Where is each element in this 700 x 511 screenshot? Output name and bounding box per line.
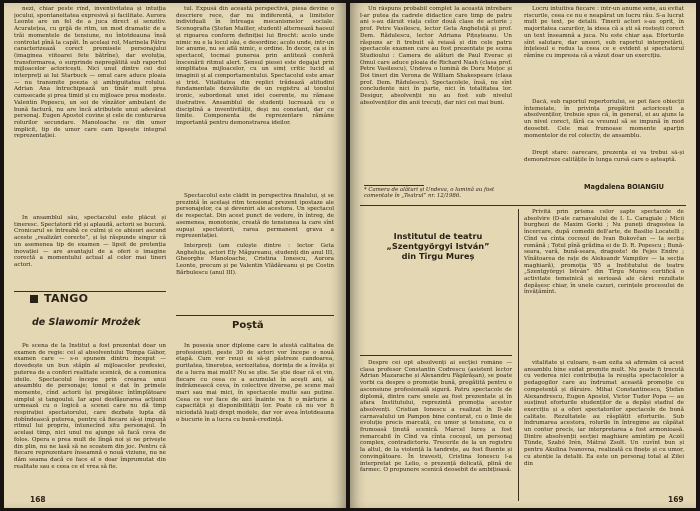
left-page — [4, 3, 346, 508]
column-rule — [518, 209, 519, 501]
heading-line-2: „Szentgyörgyi István” — [386, 241, 490, 251]
right-col2-top-text — [524, 6, 684, 98]
right-col2-bottom-text — [524, 360, 684, 488]
author-signature: Magdalena BOIANGIU — [584, 183, 664, 191]
left-col2-cast-text — [176, 243, 334, 313]
heading-line-3: din Tîrgu Mureș — [401, 251, 475, 261]
title-text: TANGO — [44, 292, 89, 305]
section-divider — [360, 205, 686, 206]
paragraph: Privită prin prisma celor șapte spectacole de absolvire (D-ale carnavalului de I. L. Caragiale ; Micii burghezi de Maxim Gorki ; Nu puneți dragostea la încercare, după comedii dell'arte, de Basilio Locatelli ; Cînd va cînta cocoșul de Ivan Bukovčan — la secția română ; Totul pînă grădina ei de D. R. Popescu ; Bună-seara, vară, bună-seara, dragoste! de Fejes Endre ; Vînătoarea de rațe de Aleksandr Vampilov — la secția maghiară), promoția '85 a Institutului de teatru „Szentgyörgyi István” din Tîrgu Mureș certifică o activitate temeinică și serioasă ale cărei rezultate depășesc chiar, în unele cazuri, cerințele procesului de învățămînt. — [524, 209, 684, 296]
left-col2-top-text — [176, 6, 334, 191]
page-number: 168 — [30, 495, 46, 504]
paragraph: Dacă, sub raportul repertoriului, se pot face obiecții întemeiate, în privința pregătirii actoricești a absolvenților, trebuie spus că, în general, ei au ajuns la un nivel corect, fără ca vreunul să se impună în mod deosebit. Cele mai frumoase momente aparțin momentelor de rol colectiv, de ansamblu. — [524, 99, 684, 139]
right-col1-top-text — [360, 6, 512, 184]
divider — [360, 355, 512, 356]
footnote-divider — [364, 185, 424, 186]
left-col1-mid-text — [14, 215, 166, 287]
right-page — [350, 3, 696, 508]
article-author: de Slawomir Mrożek — [32, 317, 141, 328]
paragraph: În ansamblul său, spectacolul este plăcut și tineresc. Spectatorii rîd și aplaudă, actorii se bucură. Cronicarul se întreabă ce culmi și ce abisuri ascund aceste „realizări corecte”, și își răspunde singur că un asemenea tip de examen — lipsit de pretenția inovației — are avantajul de a oferi o imagine corectă a momentului actual al celor mai tineri actori. — [14, 215, 166, 268]
heading-line-1: Institutul de teatru — [393, 231, 483, 241]
paragraph: vitalitate și culoare, n-am ezita să afirmăm că acest ansamblu bine sudat promite mult. Nu poate fi trecută cu vederea nici contribuția la reușita spectacolelor a pedagogilor care au îndrumat această promoție cu competență și dăruire. Mihai Constantinescu, Ștefan Alexandrescu, Eugen Apostol, Victor Tudor Popa — au susținut eforturile studenților de a depăși stadiul de exercițiu și a oferi spectatorilor spectacole de bună calitate. Rezultatele au răsplătit eforturile. Sub îndrumarea acestora, rolurile în întregime au căpătat un contur precis, iar interpretarea a fost armonioasă. Dintre absolvenții secției maghiare amintim pe Aczél Tünde, Szabó Irén, Mátrai Zsolt. Un cuvînt bun și pentru Akulina Ivanovna, realizată cu finețe și cu umor, cu atenție la detalii. Ea este un personaj total al Zilei din — [524, 360, 684, 467]
square-bullet-icon — [30, 295, 38, 303]
paragraph: Spectacolul este clădit în perspectiva finalului, și se prezintă în același ritm tensional prezent ipostaze ale personajelor, ca și deveniri ale acestora. Un spectacol de respectat. Din acest punct de vedere, în întreg, de asemenea, monotonie, creată de tensiunea la care sînt supuși spectatorii, rarea permanent grava a reprezentației. — [176, 193, 334, 240]
right-col2-end-text — [524, 150, 684, 180]
paragraph: nezi, chiar peste rînd, inventivitatea și intuiția jocului, spontaneitatea expresivă și facilitate. Aurora Leonte are un fel de a juca direct și senzitiv. Acuratețea, cu grijă de ritm, un mod dramatic de a trăi momentele de tensiune, nu întotdeauna însă controlat pînă la capăt. În același rol, Marinela Pătru caracterizează corect premisele personajului (imaginea viitoarei fete bătrîne), dar evoluția, transformarea, o surprinde nepregătită sub raportul mijloacelor actoricești. Nici unul dintre cei doi interpreți ai lui Starbuck — omul care aduce ploaia — nu transmite poezia și ambiguitatea rolului. Adrian Ana întruchipează un tînăr mult prea cumsecade și prea timid și cu mijloace prea modeste. Valentin Popescu, un soi de vînzător ambulant de bună factură, nu are încă atributele unui adevărat personaj. Eugen Apostol cuvine și cele de conturarea rolurilor secundare. Manoloache ce din umor implicit, tip de umor care cam lipsește integral reprezentației. — [14, 6, 166, 140]
paragraph: tul. Expusă din această perspectivă, piesa devine o descriere rece, dar nu indiferentă, a limitelor individuali în întreaga mecanismelor sociale. Scenografia (Ștefan Mailler, student) alternează haosul și rigoarea conform definiției lui Brecht: acolo unde nimic nu e la locul său, e desordine; acolo unde, intr-un loc anume, nu se află nimic, e ordine. În decor, ca și în spectacol, tocmai punerea prin antiteză conferă înscenării ritmul alert. Sensul piesei este degajat prin simplitatea mijloacelor, cu un simț critic lucid al imaginii și al comportamentului. Spectacolul este amar și trist. Vitalitatea din replici trădează atitudini fundamentale dezvăluite de un registru al tonului ironic, subordonat unei idei coerente, nu rămase ilustrative. Ansamblul de studenți lucrează cu o disciplină a inventivității, deși nu constant, dar cu limite. Componenta de reprezentare rămâne importantă pentru demonstrarea ideilor. — [176, 6, 334, 126]
paragraph: Locru intuitiva fiecare : într-un anume sens, au evitat riscurile, ceea ce nu e neapărat un lucru rău. S-a lucrat mult pe text, pe detalii. Tinerii actori s-au oprit, în majoritatea cazurilor, la ideea că a ști să rostești corect un text înseamnă a juca. Nu este chiar așa. Eforturile sînt salutare, dar uneori, sub raportul interpretării, înțelesul e redus la ceea ce e evident și spectatorul rămîne cu impresia că a văzut doar un exercițiu. — [524, 6, 684, 59]
right-col2-institute-text — [524, 209, 684, 359]
paragraph: Pe scena de la Institut a fost prezentat doar un examen de regie: cel al absolventului Tompa Gábor, examen care — s-o spunem dintru început — dovedește un bun stăpîn al mijloacelor profesiei, puterea de a conferi realitate scenică, de a comunica ideile. Spectacolul începe prin crearea unui ansamblu de personaje; tonul e dat în primele momente, cînd actorii își pregătesc întîmplătoare simplul și tangoului. Iar apoi desfășurarea acțiunii urmează cu o logică a scenei care nu dă timp respirației spectatorului, care dezbate lupta dă dobîndească puterea, pentru că fiecare să-și impună ritmul lui propriu, întunecînd situ personajul. În același timp, nici unul nu ajunge să facă ceva de folos. Opera e prea mult de lîngă noi și ne privește din plin, nu ne lasă să ne scoatem din joc. Pentru că fiecare reprezentare înseamnă o nouă viziune, nu ne dăm seama dacă ce face el e doar împrumutat din realitate sau e ceea ce el vrea să fie. — [14, 343, 166, 470]
posta-heading: Poștă — [232, 320, 264, 331]
paragraph: În posesia unor diplome care le atestă calitatea de profesioniști, peste 30 de actori vor începe o nouă etapă. Cum vor reuși ei să-și păstreze candoarea, puritatea, tinerețea, seriozitatea, dorința de a învăța și de a lucra mai mult? Nu se știe. Se știe doar că ei vin, fiecare cu ceea ce a acumulat în acești ani, să îndrăznească ceva, în colective diverse, pe scene mai mari sau mai mici, în spectacole multe sau puține. Ceea ce vor face de aici înainte va fi o mărturie a capacității și disponibilității lor. Poate că nu vor fi niciodată luați drept modele, dar vor avea întotdeauna o bucurie în a lucra cu bună-credință. — [176, 343, 334, 423]
divider — [176, 315, 334, 316]
paragraph: Un răspuns probabil complet la această întrebare l-ar putea da cadrele didactice care timp de patru ani s-au dăruit viața celor două clase de actorie ; prof. Petre Vasilescu, lector Geta Angheluță și prof. Dem. Rădulescu, lector Adriana Pițeșteanu. Un răspuns ar fi trebuit să reiasă și din cele patru spectacole examen care au fost prezentate pe scena Studioului : Camera de alături de Paul Everac și Omul care aduce ploaia de Richard Nash (clasa prof. Petre Vasilescu), Undeva o lumină de Doru Moțoc și Doi tineri din Verona de William Shakespeare (clasa prof. Dem. Rădulescu). Spectacolele, însă, nu sînt concludente nici în parte, nici în totalitatea lor. Desigur, absolvenții nu au fost sub nivelul absolvenților din anii trecuți, dar nici cei mai buni. — [360, 6, 512, 106]
paragraph: Interpreți (am culește dintre : lector Geta Angheluța, actori Ely Măgureanu, studenți din anul III, Gheorghe Manoloache, Cristina Ionescu, Aurora Leonte, precum și pe Valentin Vlădăreanu și pe Costin Bărbulescu (anul III). — [176, 243, 334, 276]
right-col1-bottom-text — [360, 360, 512, 500]
left-col1-bottom-text — [14, 343, 166, 493]
footnote: * Camera de alături și Undeva, o lumină au fost comentate în „Teatrul” nr. 12/1986. — [364, 187, 495, 200]
paragraph: Despre cei opt absolvenți ai secției române — clasa profesor Constantin Codrescu (asistent lector Adrian Mazarache și Alexandru Făgărășan), se poate vorbi ca despre o promoție bună, pregătită pentru o ascensiune profesională sigură. Patru spectacole de diplomă, dintre care unele au fost prezentate și în afara Institutului, reprezintă promoția acestor absolvenți. Cristian Ionescu a realizat în D-ale carnavalului un Pampon bine conturat, cu o linie de evoluție precis marcată, cu umor și tensiune, cu o frumoasă ținută scenică. Marcel Iureș a fost remarcabil în Cînd va cînta cocoșul, un personaj complex, contradictoriu. Trecerile de la un registru la altul, de la violență la tandrețe, au fost fluente și convingătoare. În travesti, Cristina Ionescu l-a interpretat pe Lelio, o prezență delicată, plină de farmec. O propunere scenică deosebit de ambițioasă. — [360, 360, 512, 474]
section-heading — [364, 231, 512, 261]
right-col2-mid-text — [524, 99, 684, 149]
left-col1-top-text — [14, 6, 166, 214]
page-number: 169 — [668, 495, 684, 504]
left-col2-mid-text — [176, 193, 334, 241]
article-title — [30, 292, 88, 305]
left-col2-bottom-text — [176, 343, 334, 503]
paragraph: Drept stare: oarecare, prezența ei va trebui să-și demonstreze calitățile în lunga cursă care o așteaptă. — [524, 150, 684, 163]
